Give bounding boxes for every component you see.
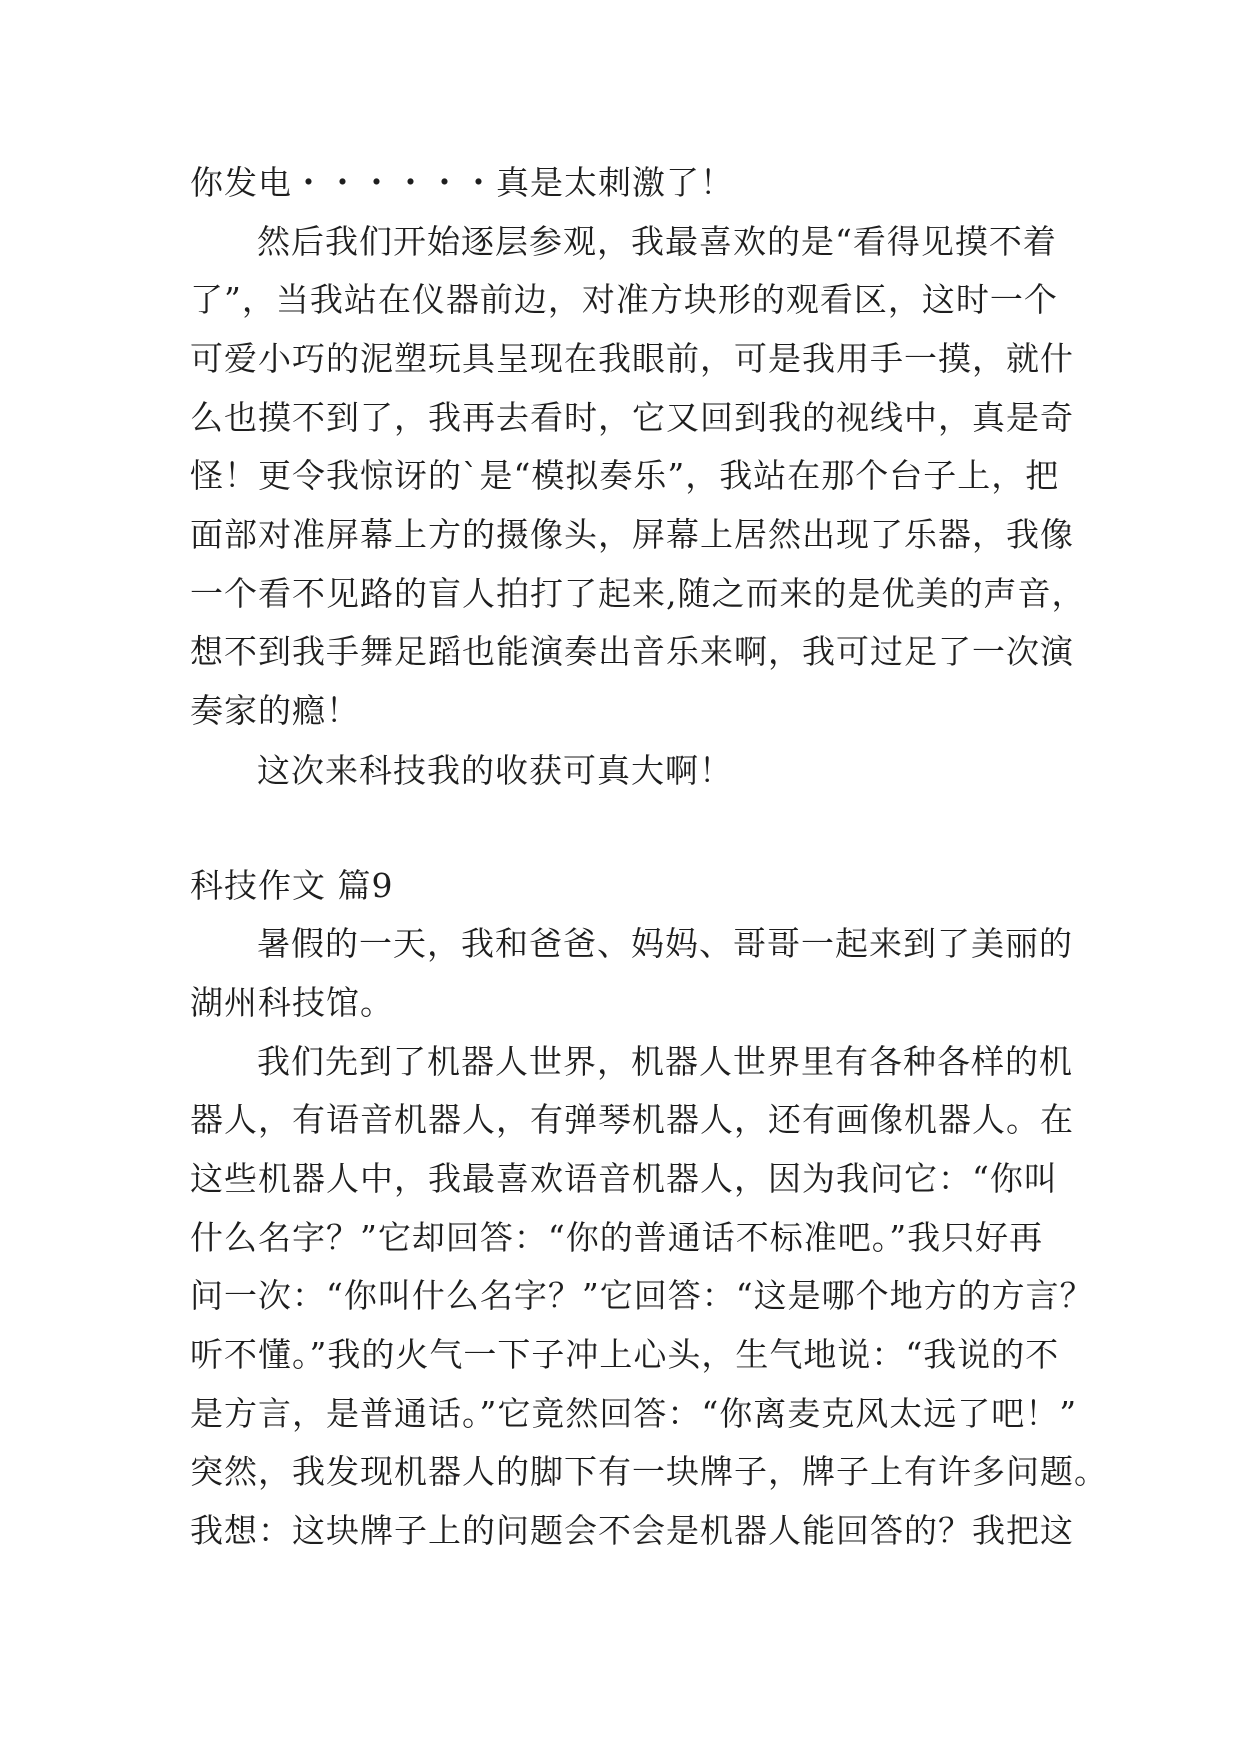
text-line: 这次来科技我的收获可真大啊！ <box>257 751 733 790</box>
text-line: 面部对准屏幕上方的摄像头，屏幕上居然出现了乐器，我像 <box>190 515 1074 554</box>
text-line: 奏家的瘾！ <box>190 691 360 730</box>
text-line: 这些机器人中，我最喜欢语音机器人，因为我问它：“你叫 <box>190 1159 1058 1198</box>
text-line: 什么名字？”它却回答：“你的普通话不标准吧。”我只好再 <box>190 1218 1044 1257</box>
text-line: 可爱小巧的泥塑玩具呈现在我眼前，可是我用手一摸，就什 <box>190 339 1074 378</box>
text-line: 我想：这块牌子上的问题会不会是机器人能回答的？我把这 <box>190 1511 1074 1550</box>
text-line: 你发电・・・・・・真是太刺激了！ <box>190 163 734 202</box>
text-line: 怪！更令我惊讶的`是“模拟奏乐”，我站在那个台子上，把 <box>190 456 1060 495</box>
text-line: 听不懂。”我的火气一下子冲上心头，生气地说：“我说的不 <box>190 1335 1060 1374</box>
text-line: 器人，有语音机器人，有弹琴机器人，还有画像机器人。在 <box>190 1100 1074 1139</box>
text-line: 了”，当我站在仪器前边，对准方块形的观看区，这时一个 <box>190 280 1058 319</box>
text-line: 暑假的一天，我和爸爸、妈妈、哥哥一起来到了美丽的 <box>257 924 1073 963</box>
section-heading: 科技作文 篇9 <box>190 866 394 905</box>
text-line: 湖州科技馆。 <box>190 983 394 1022</box>
text-line: 是方言，是普通话。”它竟然回答：“你离麦克风太远了吧！” <box>190 1394 1078 1433</box>
text-line: 问一次：“你叫什么名字？”它回答：“这是哪个地方的方言？ <box>190 1276 1094 1315</box>
text-line: 突然，我发现机器人的脚下有一块牌子，牌子上有许多问题。 <box>190 1452 1108 1491</box>
text-line: 然后我们开始逐层参观，我最喜欢的是“看得见摸不着 <box>257 222 1057 261</box>
text-line: 我们先到了机器人世界，机器人世界里有各种各样的机 <box>257 1042 1073 1081</box>
text-line: 想不到我手舞足蹈也能演奏出音乐来啊，我可过足了一次演 <box>190 632 1074 671</box>
text-line: 么也摸不到了，我再去看时，它又回到我的视线中，真是奇 <box>190 398 1074 437</box>
text-line: 一个看不见路的盲人拍打了起来,随之而来的是优美的声音， <box>190 574 1086 613</box>
